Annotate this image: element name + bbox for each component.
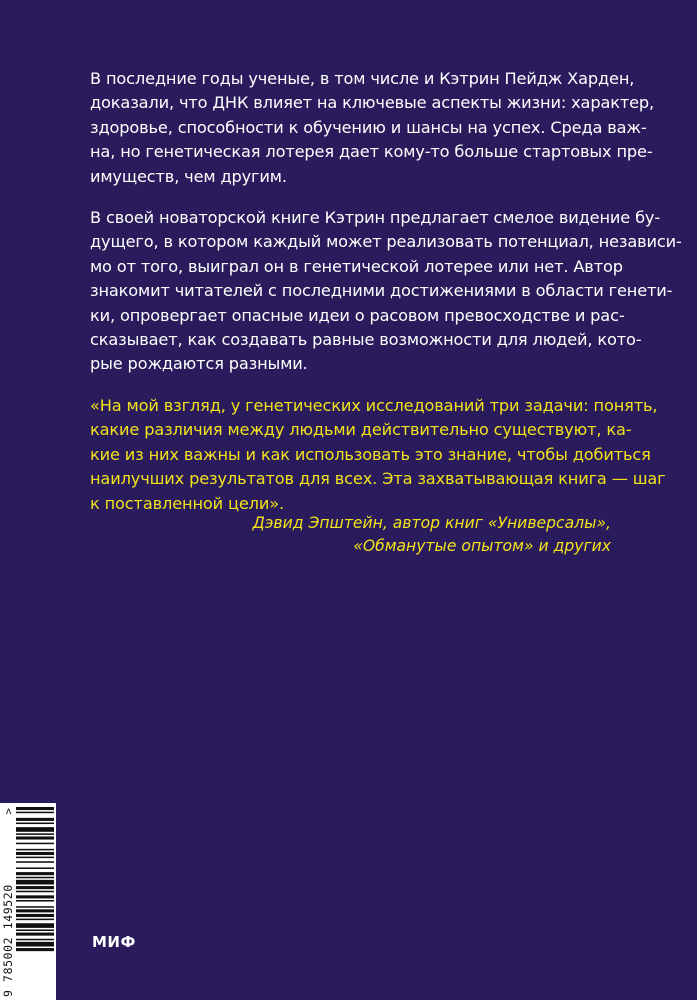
quote-line: к поставленной цели». xyxy=(90,493,284,513)
text-line: здоровье, способности к обучению и шансы на успех. Среда важ- xyxy=(90,117,647,137)
barcode-bar xyxy=(16,948,54,951)
endorsement-quote xyxy=(90,394,666,516)
barcode-bar xyxy=(16,942,54,947)
description-paragraph-2 xyxy=(90,206,682,377)
barcode-bar xyxy=(16,843,54,845)
quote-line: кие из них важны и как использовать это знание, чтобы добиться xyxy=(90,444,651,464)
barcode-bar xyxy=(16,895,54,898)
barcode-bar xyxy=(16,914,54,917)
barcode-bar xyxy=(16,886,54,889)
barcode-bar xyxy=(16,909,54,912)
barcode-bar xyxy=(16,900,54,902)
isbn-barcode xyxy=(0,803,56,1000)
barcode-bar xyxy=(16,823,54,825)
barcode-bar xyxy=(16,872,54,875)
text-line: мо от того, выиграл он в генетической лотерее или нет. Автор xyxy=(90,256,623,276)
barcode-bar xyxy=(16,923,54,928)
quote-attribution: Дэвид Эпштейн, автор книг «Универсалы», xyxy=(252,514,611,532)
text-line: В своей новаторской книге Кэтрин предлагает смелое видение бу- xyxy=(90,208,661,227)
publisher-logo: МИФ xyxy=(92,933,136,951)
quote-line: наилучших результатов для всех. Эта захватывающая книга — шаг xyxy=(90,469,666,489)
text-line: В последние годы ученые, в том числе и Кэтрин Пейдж Харден, xyxy=(90,69,635,88)
barcode-bar xyxy=(16,906,54,908)
barcode-graphic xyxy=(0,803,56,1000)
text-line: ки, опровергает опасные идеи о расовом превосходстве и рас- xyxy=(90,305,625,325)
barcode-bar xyxy=(16,849,54,851)
barcode-bar xyxy=(16,833,54,835)
text-line: дущего, в котором каждый может реализовать потенциал, независи- xyxy=(90,232,682,252)
text-line: знакомит читателей с последними достижениями в области генети- xyxy=(90,281,673,301)
barcode-bar xyxy=(16,852,54,855)
barcode-bar xyxy=(16,857,54,859)
barcode-bar xyxy=(16,812,54,814)
text-line: рые рождаются разными. xyxy=(90,354,308,374)
barcode-bar xyxy=(16,919,54,921)
barcode-bar xyxy=(16,891,54,893)
text-line: имуществ, чем другим. xyxy=(90,166,287,186)
barcode-bar xyxy=(16,818,54,821)
barcode-bar xyxy=(16,861,54,863)
barcode-bar xyxy=(16,827,54,832)
quote-attribution-continued: «Обманутые опытом» и других xyxy=(353,537,611,555)
barcode-digits: 9 785002 149520 xyxy=(1,884,15,997)
description-paragraph-1 xyxy=(90,67,655,189)
text-line: доказали, что ДНК влияет на ключевые аспекты жизни: характер, xyxy=(90,93,655,113)
barcode-bar xyxy=(16,877,54,879)
barcode-bar xyxy=(16,867,54,869)
quote-line: какие различия между людьми действительно существуют, ка- xyxy=(90,420,632,440)
barcode-bar xyxy=(16,929,54,931)
barcode-bar xyxy=(16,939,54,941)
text-line: сказывает, как создавать равные возможности для людей, кото- xyxy=(90,330,642,350)
barcode-arrow: > xyxy=(2,808,15,815)
quote-line: «На мой взгляд, у генетических исследований три задачи: понять, xyxy=(90,396,658,415)
barcode-bar xyxy=(16,880,54,885)
barcode-bar xyxy=(16,933,54,936)
text-line: на, но генетическая лотерея дает кому-то больше стартовых пре- xyxy=(90,142,653,162)
barcode-bar xyxy=(16,836,54,839)
barcode-bar xyxy=(16,807,54,810)
